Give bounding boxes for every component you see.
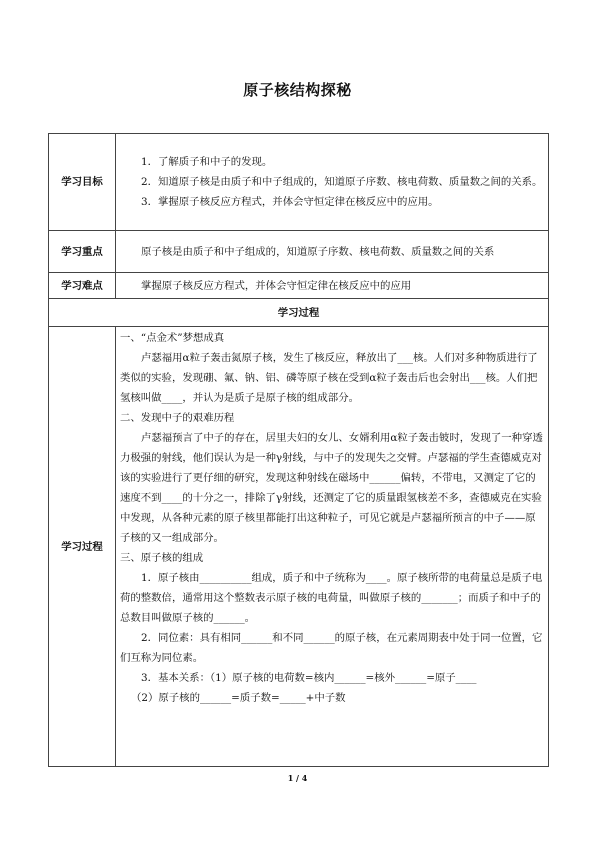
key-points-row xyxy=(49,231,549,273)
key-points-label: 学习重点 xyxy=(49,231,116,273)
process-label: 学习过程 xyxy=(49,327,116,767)
difficulties-text: 掌握原子核反应方程式，并体会守恒定律在核反应中的应用 xyxy=(141,279,412,292)
key-points-text: 原子核是由质子和中子组成的，知道原子序数、核电荷数、质量数之间的关系 xyxy=(141,245,495,258)
difficulties-label: 学习难点 xyxy=(49,273,116,299)
paragraph: 1．原子核由__________组成，质子和中子统称为____。原子核所带的电荷量总是质子电荷的整数倍，通常用这个整数表示原子核的电荷量，叫做原子核的_______；而质子和中子的总数目叫做原子核的______。 xyxy=(120,572,543,624)
paragraph: 3．基本关系：（1）原子核的电荷数=核内______=核外______=原子____ xyxy=(141,672,477,684)
page-title: 原子核结构探秘 xyxy=(243,81,352,99)
section-heading: 一、“点金术”梦想成真 xyxy=(120,332,225,344)
page-number: 1 / 4 xyxy=(287,773,308,783)
paragraph: 卢瑟福预言了中子的存在，居里夫妇的女儿、女婿利用α粒子轰击铍时，发现了一种穿透力极强的射线，他们误认为是一种γ射线，与中子的发现失之交臂。卢瑟福的学生查德威克对该的实验进行了更仔细的研究，发现这种射线在磁场中______偏转，不带电，又测定了它的速度不到____的十分之一，排除了γ射线，还测定了它的质量跟氢核差不多，查德威克在实验中发现，从各种元素的原子核里都能打出这种粒子，可见它就是卢瑟福所预言的中子——原子核的又一组成部分。 xyxy=(120,432,543,544)
process-content xyxy=(116,327,549,767)
process-header-row xyxy=(49,299,549,327)
key-points-content xyxy=(116,231,549,273)
paragraph: （2）原子核的______=质子数=_____+中子数 xyxy=(131,692,346,704)
paragraph: 卢瑟福用α粒子轰击氮原子核，发生了核反应，释放出了___核。人们对多种物质进行了类似的实验，发现硼、氟、钠、铝、磷等原子核在受到α粒子轰击后也会射出___核。人们把氢核叫做____，并认为是质子是原子核的组成部分。 xyxy=(120,352,538,404)
objectives-label: 学习目标 xyxy=(49,134,116,231)
difficulties-content xyxy=(116,273,549,299)
objective-item: 3．掌握原子核反应方程式，并体会守恒定律在核反应中的应用。 xyxy=(141,196,439,208)
process-section-header: 学习过程 xyxy=(49,299,549,327)
objectives-content xyxy=(116,134,549,231)
paragraph: 2．同位素：具有相同______和不同______的原子核，在元素周期表中处于同一位置，它们互称为同位素。 xyxy=(120,632,543,664)
process-row xyxy=(49,327,549,767)
objective-item: 1．了解质子和中子的发现。 xyxy=(141,156,273,168)
section-heading: 二、发现中子的艰难历程 xyxy=(120,412,235,424)
difficulties-row xyxy=(49,273,549,299)
objective-item: 2．知道原子核是由质子和中子组成的，知道原子序数、核电荷数、质量数之间的关系。 xyxy=(141,176,543,188)
section-heading: 三、原子核的组成 xyxy=(120,552,204,564)
learning-plan-table xyxy=(48,133,549,767)
objectives-row xyxy=(49,134,549,231)
